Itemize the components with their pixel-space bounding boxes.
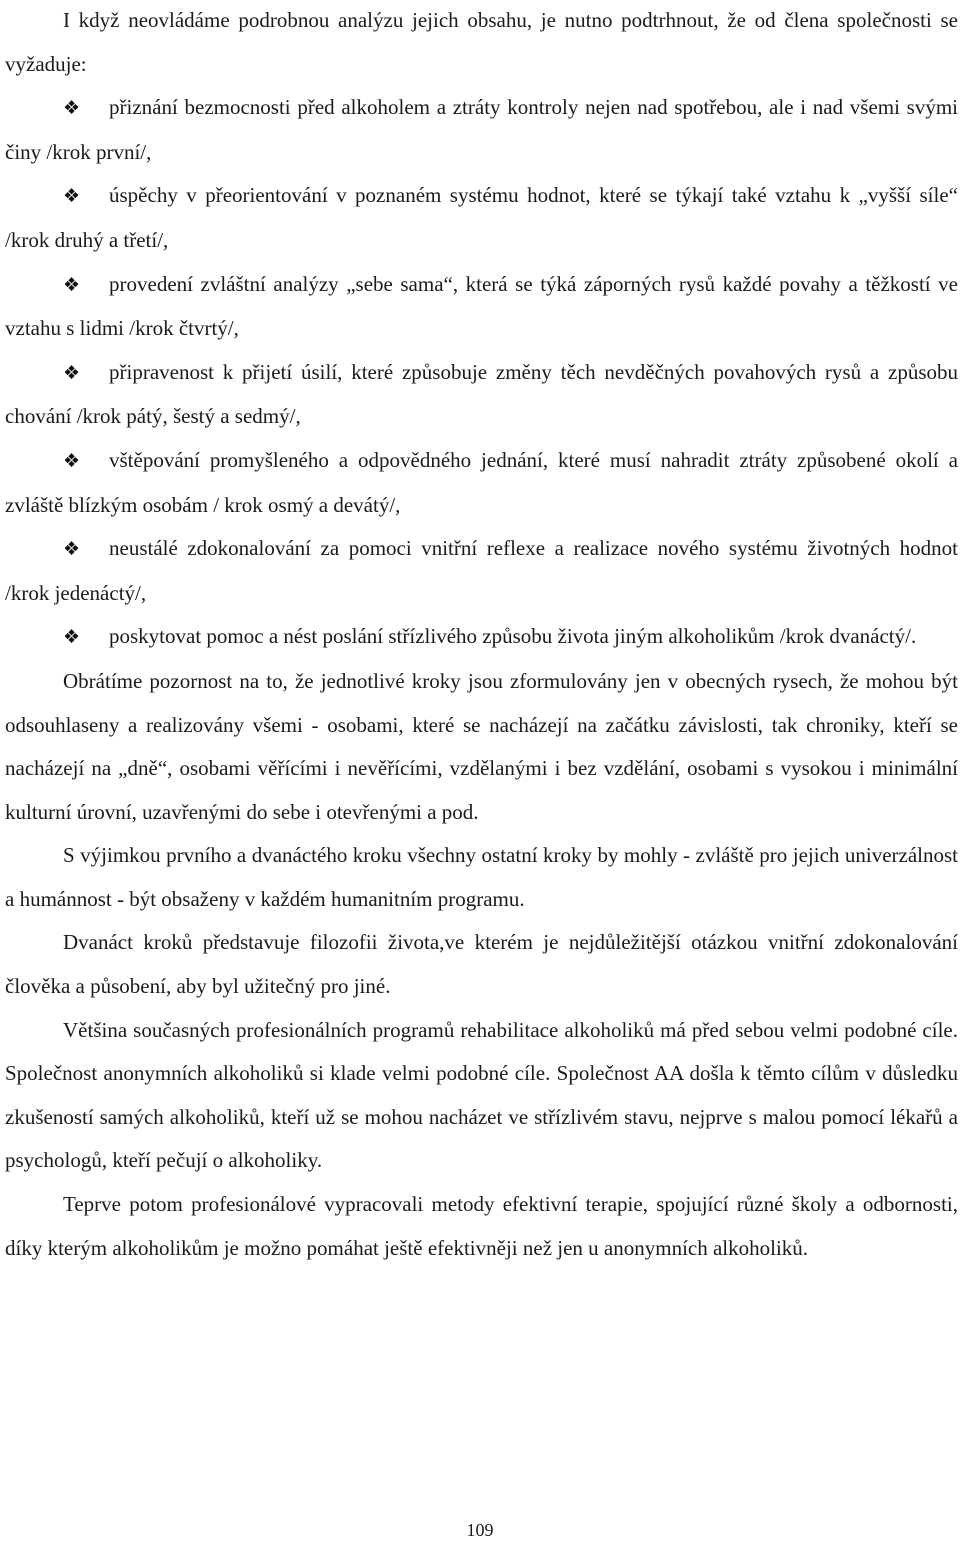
list-item (5, 86, 958, 174)
list-item-text: poskytovat pomoc a nést poslání střízlivého způsobu života jiným alkoholikům /krok dvanáctý/. (109, 624, 917, 649)
list-item-text: úspěchy v přeorientování v poznaném systému hodnot, které se týkají také vztahu k „vyšší síle“ /krok druhý a třetí/, (5, 183, 958, 252)
list-item (5, 263, 958, 351)
bullet-list (5, 86, 958, 660)
diamond-bullet-icon: ❖ (63, 538, 81, 561)
list-item-text: neustálé zdokonalování za pomoci vnitřní reflexe a realizace nového systému životných hodnot /krok jedenáctý/, (5, 536, 958, 605)
list-item (5, 439, 958, 527)
diamond-bullet-icon: ❖ (63, 626, 81, 649)
list-item-text: vštěpování promyšleného a odpovědného jednání, které musí nahradit ztráty způsobené okolí a zvláště blízkým osobám / krok osmý a devátý/, (5, 447, 958, 517)
intro-paragraph: I když neovládáme podrobnou analýzu jejich obsahu, je nutno podtrhnout, že od člena společnosti se vyžaduje: (5, 8, 958, 76)
page-body (5, 0, 958, 1270)
diamond-bullet-icon: ❖ (63, 273, 81, 296)
list-item (5, 351, 958, 439)
diamond-bullet-icon: ❖ (63, 449, 81, 472)
list-item (5, 527, 958, 615)
body-paragraph: Obrátíme pozornost na to, že jednotlivé kroky jsou zformulovány jen v obecných rysech, že mohou být odsouhlaseny a realizovány všemi - osobami, které se nacházejí na začátku závislosti, tak chroniky, kteří se nacházejí na „dně“, osobami věřícími i nevěřícími, vzdělanými i bez vzdělání, osobami s vysokou i minimální kulturní úrovní, uzavřenými do sebe i otevřenými a pod. (5, 668, 958, 824)
diamond-bullet-icon: ❖ (63, 361, 81, 384)
list-item-text: přiznání bezmocnosti před alkoholem a ztráty kontroly nejen nad spotřebou, ale i nad všemi svými činy /krok první/, (5, 95, 958, 164)
diamond-bullet-icon: ❖ (63, 97, 81, 120)
body-paragraph: Teprve potom profesionálové vypracovali metody efektivní terapie, spojující různé školy a odbornosti, díky kterým alkoholikům je možno pomáhat ještě efektivněji než jen u anonymních alkoholiků. (5, 1192, 958, 1260)
body-paragraph: Většina současných profesionálních programů rehabilitace alkoholiků má před sebou velmi podobné cíle. Společnost anonymních alkoholiků si klade velmi podobné cíle. Společnost AA došla k těmto cílům v důsledku zkušeností samých alkoholiků, kteří už se mohou nacházet ve střízlivém stavu, nejprve s malou pomocí lékařů a psychologů, kteří pečují o alkoholiky. (5, 1017, 958, 1173)
body-paragraph: S výjimkou prvního a dvanáctého kroku všechny ostatní kroky by mohly - zvláště pro jejich univerzálnost a humánnost - být obsaženy v každém humanitním programu. (5, 843, 958, 911)
list-item (5, 174, 958, 262)
diamond-bullet-icon: ❖ (63, 185, 81, 208)
list-item-text: provedení zvláštní analýzy „sebe sama“, která se týká záporných rysů každé povahy a těžkostí ve vztahu s lidmi /krok čtvrtý/, (5, 271, 958, 341)
list-item (5, 615, 958, 660)
body-paragraph: Dvanáct kroků představuje filozofii života,ve kterém je nejdůležitější otázkou vnitřní zdokonalování člověka a působení, aby byl užitečný pro jiné. (5, 930, 958, 999)
list-item-text: připravenost k přijetí úsilí, které způsobuje změny těch nevděčných povahových rysů a způsobu chování /krok pátý, šestý a sedmý/, (5, 359, 958, 429)
page-number: 109 (466, 1520, 494, 1540)
